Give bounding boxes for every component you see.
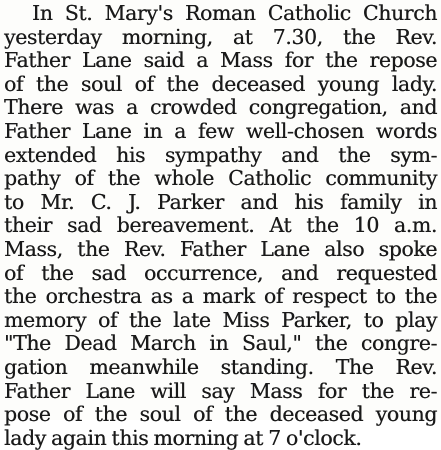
article-line: of the soul of the deceased young lady. [4, 71, 437, 96]
article-line: pathy of the whole Catholic community [4, 166, 437, 191]
article-line: extended his sympathy and the sym- [4, 142, 437, 167]
article-line: their sad bereavement. At the 10 a.m. [4, 213, 437, 238]
article-line: Mass, the Rev. Father Lane also spoke [4, 236, 437, 261]
article-line: yesterday morning, at 7.30, the Rev. [4, 24, 437, 49]
article-paragraph [4, 2, 437, 450]
article-line: to Mr. C. J. Parker and his family in [4, 189, 437, 214]
article-line: lady again this morning at 7 o'clock. [4, 425, 362, 450]
article-line: Father Lane will say Mass for the re- [4, 378, 437, 403]
article-line: of the sad occurrence, and requested [4, 260, 437, 285]
article-line: Father Lane in a few well-chosen words [4, 118, 437, 143]
article-line: There was a crowded congregation, and [4, 95, 437, 120]
article-line: gation meanwhile standing. The Rev. [4, 354, 437, 379]
article-line: memory of the late Miss Parker, to play [4, 307, 437, 332]
article-line: In St. Mary's Roman Catholic Church [32, 1, 437, 25]
article-line: "The Dead March in Saul," the congre- [4, 331, 437, 356]
article-line: the orchestra as a mark of respect to the [4, 284, 437, 309]
article-line: pose of the soul of the deceased young [4, 402, 437, 427]
article-line: Father Lane said a Mass for the repose [4, 48, 437, 73]
